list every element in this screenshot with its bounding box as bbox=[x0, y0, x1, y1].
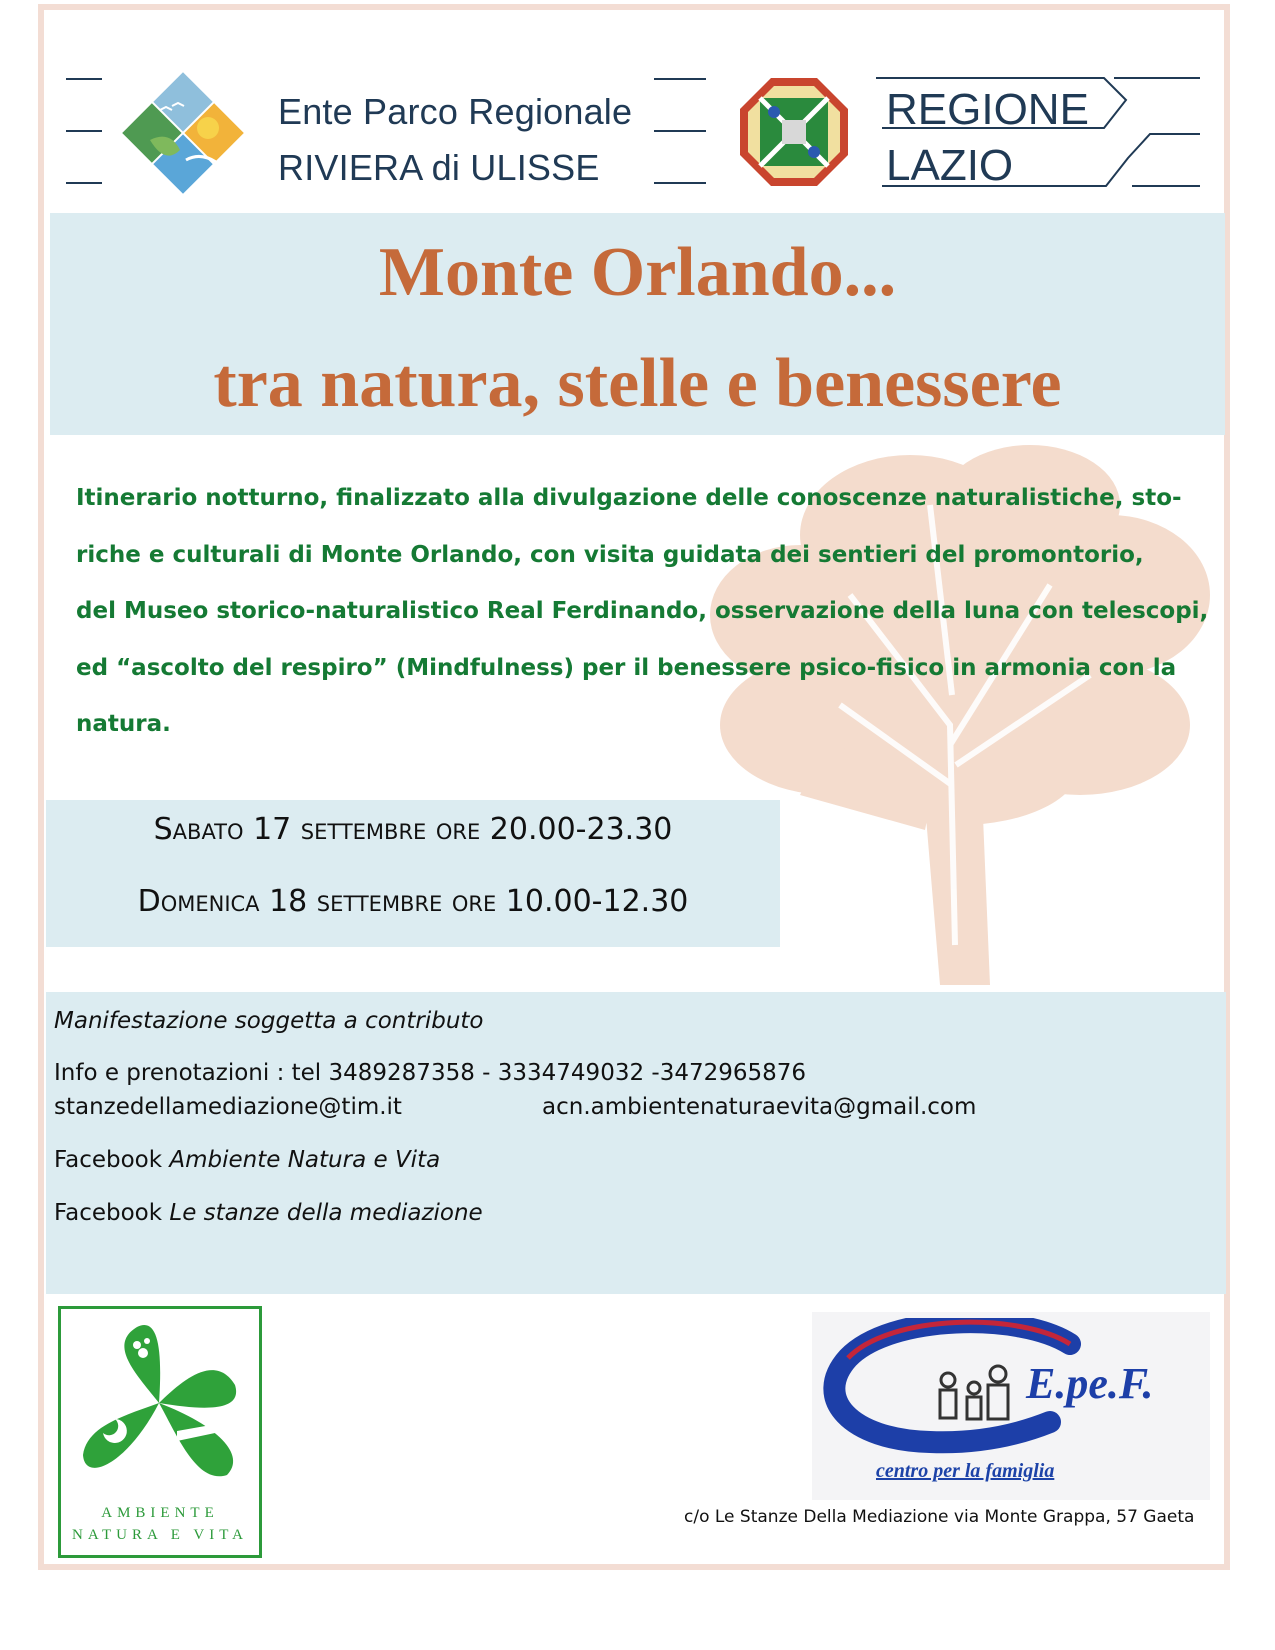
ente-parco-name bbox=[278, 84, 632, 196]
anv-line-1: AMBIENTE bbox=[101, 1505, 219, 1521]
event-description bbox=[76, 470, 1216, 753]
phone-numbers: Info e prenotazioni : tel 3489287358 - 3334749032 -3472965876 bbox=[54, 1060, 807, 1086]
description-line: Itinerario notturno, finalizzato alla divulgazione delle conoscenze naturalistiche, sto- bbox=[76, 485, 1182, 511]
email-ambiente[interactable]: acn.ambientenaturaevita@gmail.com bbox=[542, 1094, 977, 1120]
description-line: riche e culturali di Monte Orlando, con visita guidata dei sentieri del promontorio, bbox=[76, 541, 1144, 568]
event-subtitle: tra natura, stelle e benessere bbox=[213, 345, 1062, 422]
facebook-label: Facebook bbox=[54, 1200, 163, 1226]
date-saturday: Sabato 17 settembre ore 20.00-23.30 bbox=[153, 812, 673, 847]
info-block bbox=[46, 992, 1226, 1294]
contribution-note: Manifestazione soggetta a contributo bbox=[54, 1008, 484, 1034]
regione-line-2: LAZIO bbox=[886, 141, 1014, 190]
facebook-page-name: Le stanze della mediazione bbox=[169, 1200, 483, 1226]
date-sunday: Domenica 18 settembre ore 10.00-12.30 bbox=[137, 884, 689, 919]
regione-lazio-emblem-icon bbox=[738, 76, 850, 188]
cepef-label: centro per la famiglia bbox=[876, 1460, 1055, 1482]
facebook-label: Facebook bbox=[54, 1147, 163, 1173]
decorative-dashes-middle bbox=[654, 78, 706, 234]
email-mediazione[interactable]: stanzedellamediazione@tim.it bbox=[54, 1094, 402, 1120]
description-line: del Museo storico-naturalistico Real Ferdinando, osservazione della luna con telescopi, bbox=[76, 598, 1209, 624]
cepef-wordmark: E.pe.F. bbox=[1026, 1359, 1154, 1408]
event-dates bbox=[46, 800, 780, 947]
cepef-logo bbox=[812, 1312, 1210, 1500]
event-title: Monte Orlando... bbox=[378, 234, 897, 311]
facebook-stanze[interactable] bbox=[54, 1200, 483, 1226]
anv-line-2: NATURA E VITA bbox=[71, 1527, 249, 1543]
decorative-dashes-left bbox=[66, 78, 102, 234]
description-line: natura. bbox=[76, 711, 171, 737]
title-band bbox=[50, 213, 1225, 435]
ambiente-natura-vita-logo bbox=[58, 1306, 262, 1558]
regione-lazio-name bbox=[886, 82, 1089, 194]
ente-line-1: Ente Parco Regionale bbox=[278, 91, 633, 132]
facebook-ambiente[interactable] bbox=[54, 1147, 440, 1173]
address-line: c/o Le Stanze Della Mediazione via Monte Grappa, 57 Gaeta bbox=[684, 1507, 1195, 1527]
facebook-page-name: Ambiente Natura e Vita bbox=[169, 1147, 441, 1173]
four-leaf-clover-logo-icon bbox=[67, 1315, 253, 1495]
regione-line-1: REGIONE bbox=[886, 85, 1089, 134]
park-diamond-logo-icon bbox=[120, 70, 246, 196]
description-line: ed “ascolto del respiro” (Mindfulness) per il benessere psico-fisico in armonia con la bbox=[76, 654, 1177, 681]
ente-line-2: RIVIERA di ULISSE bbox=[278, 147, 600, 188]
